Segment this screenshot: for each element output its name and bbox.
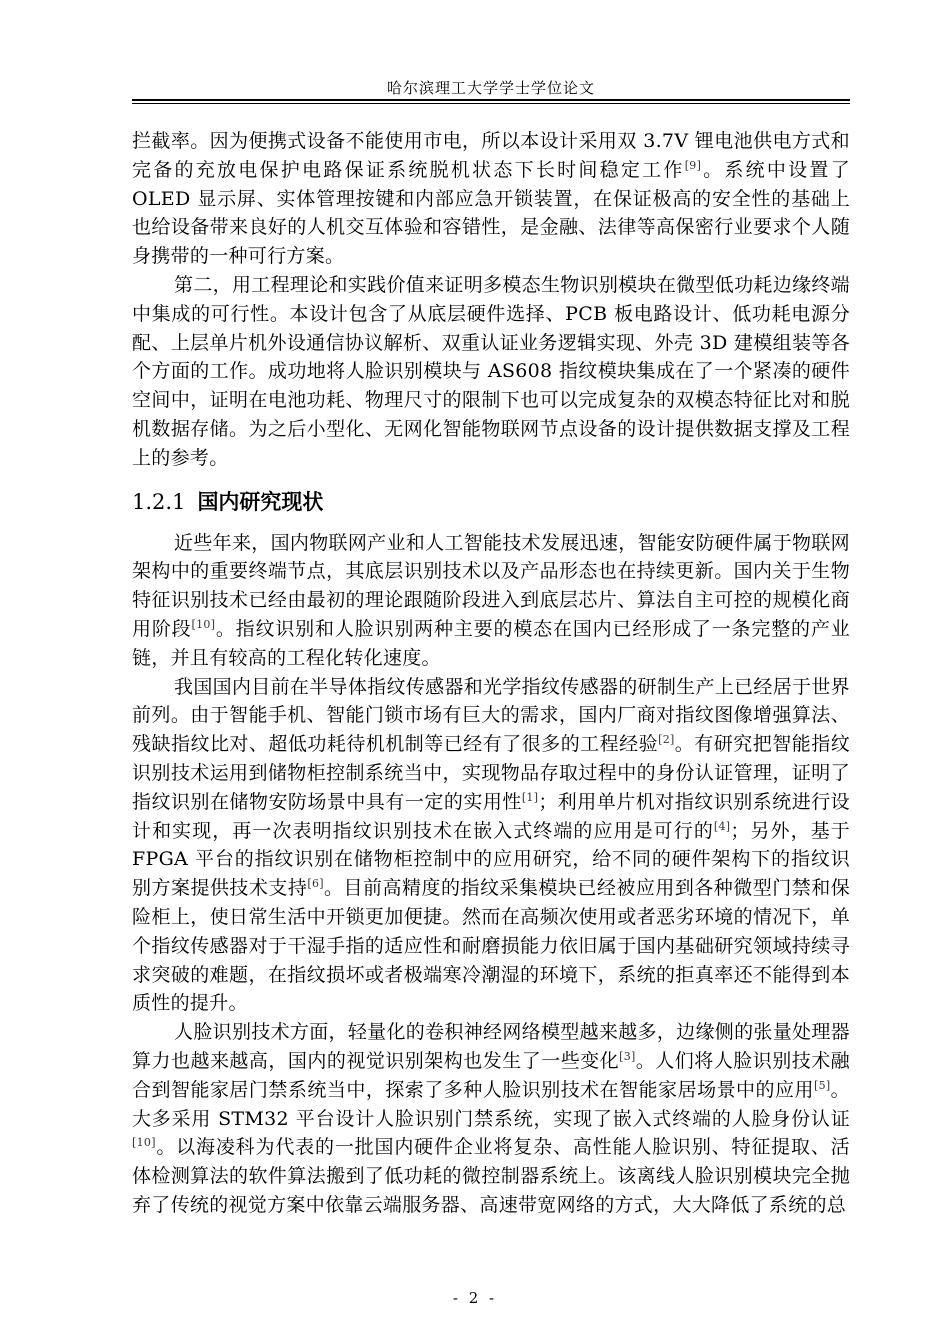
citation: [10]	[191, 617, 216, 631]
citation: [4]	[713, 819, 731, 833]
citation: [3]	[619, 1049, 636, 1063]
paragraph-4-text-b: 。有研究把智能指纹识别技术运用到储物柜控制系统当中，实现物品存取过程中的身份认证管理，证明了指纹识别在储物安防场景中具有一定的实用性	[132, 733, 851, 813]
section-number: 1.2.1	[132, 489, 186, 514]
page-number: - 2 -	[452, 1289, 498, 1307]
paragraph-5-text-a: 人脸识别技术方面，轻量化的卷积神经网络模型越来越多，边缘侧的张量处理器算力也越来越高，国内的视觉识别架构也发生了一些变化	[132, 1021, 850, 1072]
citation: [10]	[132, 1136, 156, 1150]
paragraph-5-text-b: 。人们将人脸识别技术融合到智能家居门禁系统当中，探索了多种人脸识别技术在智能家居场景中的应用	[132, 1049, 850, 1101]
paragraph-3	[132, 529, 850, 673]
paragraph-1	[132, 127, 850, 271]
paragraph-2: 第二，用工程理论和实践价值来证明多模态生物识别模块在微型低功耗边缘终端中集成的可行性。本设计包含了从底层硬件选择、PCB 板电路设计、低功耗电源分配、上层单片机外设通信协议解析、双重认证业务逻辑实现、外壳 3D 建模组装等各个方面的工作。成功地将人脸识别模块与 AS608 指纹模块集成在了一个紧凑的硬件空间中，证明在电池功耗、物理尺寸的限制下也可以完成复杂的双模态特征比对和脱机数据存储。为之后小型化、无网化智能物联网节点设备的设计提供数据支撑及工程上的参考。	[132, 273, 850, 469]
citation: [1]	[521, 790, 539, 804]
paragraph-1-text: 拦截率。因为便携式设备不能使用市电，所以本设计采用双 3.7V 锂电池供电方式和完备的充放电保护电路保证系统脱机状态下长时间稳定工作	[132, 130, 850, 181]
paragraph-3-text-b: 。指纹识别和人脸识别两种主要的模态在国内已经形成了一条完整的产业链，并且有较高的工程化转化速度。	[132, 617, 850, 669]
paragraph-5	[132, 1018, 850, 1220]
header-title: 哈尔滨理工大学学士学位论文	[386, 79, 595, 97]
citation: [5]	[814, 1078, 831, 1092]
paragraph-4	[132, 673, 850, 1019]
paragraph-5-text-c: 。大多采用 STM32 平台设计人脸识别门禁系统，实现了嵌入式终端的人脸身份认证	[132, 1078, 850, 1130]
citation: [6]	[307, 877, 324, 891]
section-title: 国内研究现状	[197, 489, 324, 514]
paragraph-4-text-d: ；另外，基于 FPGA 平台的指纹识别在储物柜控制中的应用研究，给不同的硬件架构下的指纹识别方案提供技术支持	[132, 819, 850, 900]
header-rule-thin	[132, 103, 850, 104]
paragraph-1-tail: 。系统中设置了 OLED 显示屏、实体管理按键和内部应急开锁装置，在保证极高的安全性的基础上也给设备带来良好的人机交互体验和容错性，是金融、法律等高保密行业要求个人随身携带的一种可行方案。	[132, 158, 850, 268]
section-heading	[132, 487, 850, 517]
header-rule-thick	[132, 99, 850, 101]
paragraph-4-text-e: 。目前高精度的指纹采集模块已经被应用到各种微型门禁和保险柜上，使日常生活中开锁更加便捷。然而在高频次使用或者恶劣环境的情况下，单个指纹传感器对于干湿手指的适应性和耐磨损能力依旧属于国内基础研究领域持续寻求突破的难题，在指纹损坏或者极端寒冷潮湿的环境下，系统的拒真率还不能得到本质性的提升。	[132, 877, 851, 1015]
page-body	[132, 127, 850, 1220]
paragraph-3-text-a: 近些年来，国内物联网产业和人工智能技术发展迅速，智能安防硬件属于物联网架构中的重要终端节点，其底层识别技术以及产品形态也在持续更新。国内关于生物特征识别技术已经由最初的理论跟随阶段进入到底层芯片、算法自主可控的规模化商用阶段	[132, 531, 850, 640]
paragraph-4-text-a: 我国国内目前在半导体指纹传感器和光学指纹传感器的研制生产上已经居于世界前列。由于智能手机、智能门锁市场有巨大的需求，国内厂商对指纹图像增强算法、残缺指纹比对、超低功耗待机机制等已经有了很多的工程经验	[132, 675, 850, 756]
citation: [2]	[658, 733, 675, 747]
paragraph-4-text-c: ；利用单片机对指纹识别系统进行设计和实现，再一次表明指纹识别技术在嵌入式终端的应用是可行的	[132, 790, 850, 842]
citation: [9]	[684, 158, 702, 172]
paragraph-5-text-d: 。以海凌科为代表的一批国内硬件企业将复杂、高性能人脸识别、特征提取、活体检测算法的软件算法搬到了低功耗的微控制器系统上。该离线人脸识别模块完全抛弃了传统的视觉方案中依靠云端服务器、高速带宽网络的方式，大大降低了系统的总	[132, 1136, 850, 1216]
